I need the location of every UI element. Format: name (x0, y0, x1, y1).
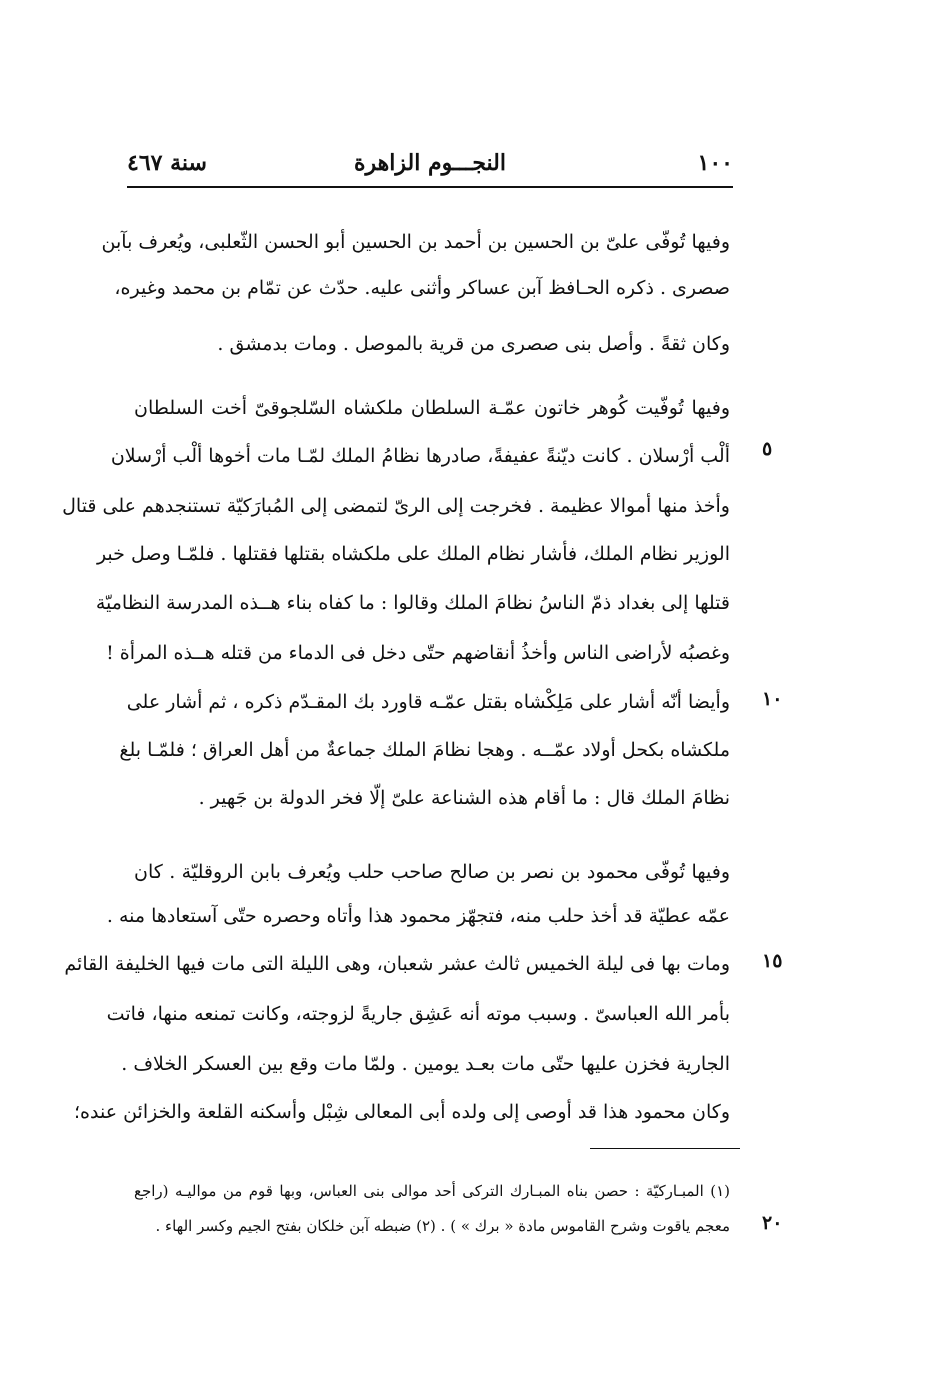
text-line: قتلها إلى بغداد ذمّ الناسُ نظامَ الملك وقالوا : ما كفاه بناء هــذه المدرسة النظاميّة (95, 592, 730, 614)
margin-line-number: ١٥ (762, 950, 783, 972)
text-line: عمّه عطيّة قد أخذ حلب منه، فتجهّز محمود هذا وأتاه وحصره حتّى آستعادها منه . (106, 905, 730, 927)
text-line: وغصبُه لأراضى الناس وأخذُ أنقاضهم حتّى دخل فى الدماء من قتله هــذه المرأة ! (106, 642, 730, 664)
text-line: ملكشاه بكحل أولاد عمّــه . وهجا نظامَ الملك جماعةٌ من أهل العراق ؛ فلمّـا بلغ (119, 739, 730, 761)
text-line: وكان محمود هذا قد أوصى إلى ولده أبى المعالى شِبْل وأسكنه القلعة والخزائن عنده؛ (74, 1101, 730, 1123)
running-header (127, 148, 733, 184)
text-line: بأمر الله العباسىّ . وسبب موته أنه عَشِق جاريةً لزوجته، وكانت تمنعه منها، فاتت (106, 1003, 730, 1025)
text-line: ومات بها فى ليلة الخميس ثالث عشر شعبان، وهى الليلة التى مات فيها الخليفة القائم (64, 953, 730, 975)
text-line: وفيها تُوفّى محمود بن نصر بن صالح صاحب حلب ويُعرف بابن الروقليّة . كان (134, 861, 730, 883)
footnote-rule (590, 1148, 740, 1149)
text-line: نظامَ الملك قال : ما أقام هذه الشناعة علىّ إلّا فخر الدولة بن جَهير . (198, 787, 730, 809)
margin-line-number: ١٠ (762, 688, 783, 710)
text-line: وفيها تُوفّى علىّ بن الحسين بن أحمد بن الحسين أبو الحسن الثّعلبى، ويُعرف بآبن (101, 231, 730, 253)
footnote: معجم ياقوت وشرح القاموس مادة « برك » ) . (٢) ضبطه آبن خلكان بفتح الجيم وكسر الهاء . (155, 1217, 730, 1235)
text-line: وفيها تُوفّيت كُوهر خاتون عمّـة السلطان ملكشاه السّلجوقىّ أخت السلطان (134, 397, 730, 419)
book-title: النجـــوم الزاهرة (354, 150, 506, 176)
year-heading: سنة ٤٦٧ (127, 150, 207, 176)
text-line: وأيضا أنّه أشار على مَلِكْشاه بقتل عمّـه قاورد بك المقـدّم ذكره ، ثم أشار على (126, 691, 730, 713)
text-line: صصرى . ذكره الحـافظ آبن عساكر وأثنى عليه. حدّث عن تمّام بن محمد وغيره، (114, 277, 730, 299)
margin-line-number: ٥ (762, 438, 773, 460)
footnote: (١) المبـاركيّة : حصن بناه المبـارك التركى أحد موالى بنى العباس، وبها قوم من مواليـه (راجع (134, 1182, 730, 1200)
header-rule (127, 186, 733, 188)
text-line: الوزير نظام الملك، فأشار نظام الملك على ملكشاه بقتلها فقتلها . فلمّـا وصل خبر (96, 543, 730, 565)
margin-line-number: ٢٠ (762, 1212, 783, 1234)
text-line: الجارية فخزن عليها حتّى مات بعـد يومين . ولمّا مات وقع بين العسكر الخلاف . (121, 1053, 730, 1075)
text-line: ألْب أرْسلان . كانت ديّنةً عفيفةً، صادرها نظامُ الملك لمّـا مات أخوها ألْب أرْسلان (110, 445, 730, 467)
page-number: ١٠٠ (697, 150, 733, 176)
text-line: وكان ثقةً . وأصل بنى صصرى من قرية بالموصل . ومات بدمشق . (217, 333, 730, 355)
text-line: وأخذ منها أموالا عظيمة . فخرجت إلى الرىّ لتمضى إلى المُبارَكيّة تستنجدهم على قتال (62, 495, 730, 517)
